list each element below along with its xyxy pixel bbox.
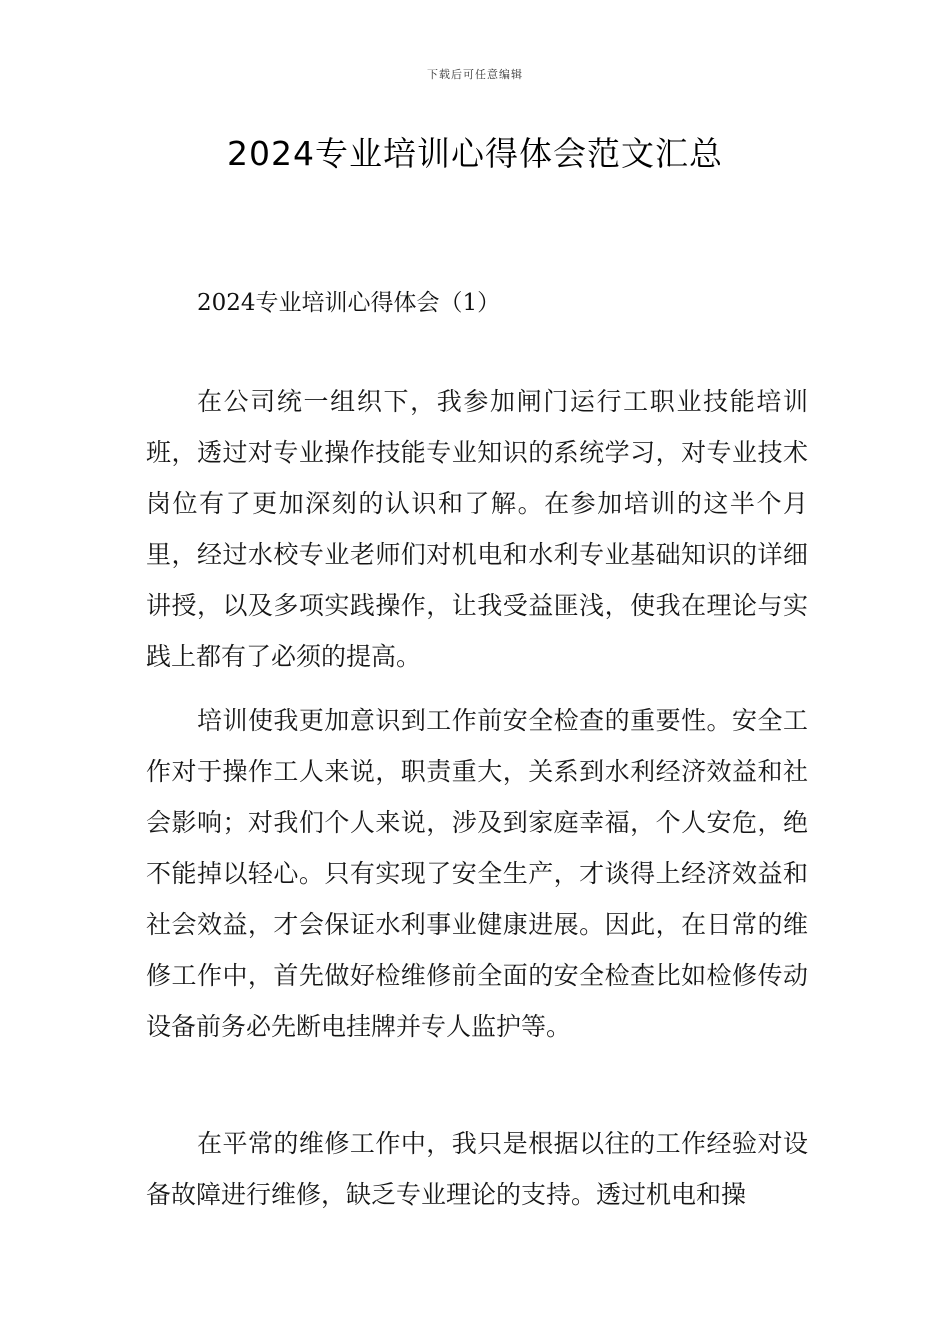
paragraph-3: 在平常的维修工作中，我只是根据以往的工作经验对设备故障进行维修，缺乏专业理论的支持。透过机电和操 (146, 1129, 808, 1209)
paragraph-2: 培训使我更加意识到工作前安全检查的重要性。安全工作对于操作工人来说，职责重大，关系到水利经济效益和社会影响；对我们个人来说，涉及到家庭幸福，个人安危，绝不能掉以轻心。只有实现了安全生产，才谈得上经济效益和社会效益，才会保证水利事业健康进展。因此，在日常的维修工作中，首先做好检维修前全面的安全检查比如检修传动设备前务必先断电挂牌并专人监护等。 (146, 706, 808, 1041)
header-note: 下载后可任意编辑 (427, 68, 523, 81)
section-title: 2024专业培训心得体会（1） (197, 290, 501, 316)
document-title: 2024专业培训心得体会范文汇总 (227, 134, 723, 173)
paragraph-1: 在公司统一组织下，我参加闸门运行工职业技能培训班，透过对专业操作技能专业知识的系统学习，对专业技术岗位有了更加深刻的认识和了解。在参加培训的这半个月里，经过水校专业老师们对机电和水利专业基础知识的详细讲授，以及多项实践操作，让我受益匪浅，使我在理论与实践上都有了必须的提高。 (146, 387, 808, 671)
